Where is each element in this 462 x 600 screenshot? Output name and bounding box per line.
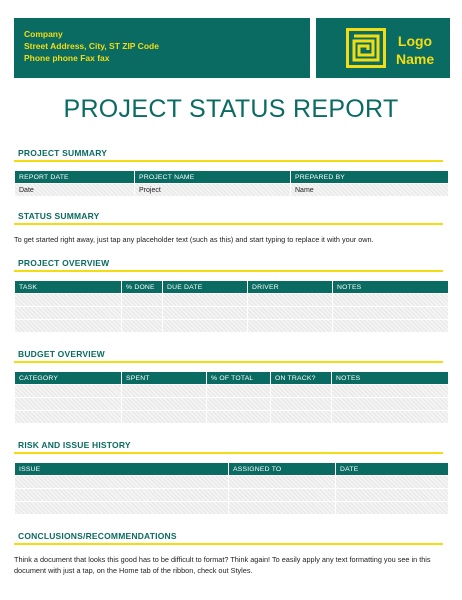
section-rule	[14, 543, 443, 545]
column-header: % OF TOTAL	[207, 372, 270, 384]
status-summary-text[interactable]: To get started right away, just tap any placeholder text (such as this) and start typing to replace it with your own.	[14, 235, 374, 244]
table-row	[15, 307, 448, 319]
table-cell[interactable]	[229, 502, 335, 514]
budget-overview-table	[14, 371, 449, 424]
table-cell[interactable]	[332, 385, 448, 397]
table-row	[15, 411, 448, 423]
table-cell[interactable]	[122, 398, 206, 410]
column-header: CATEGORY	[15, 372, 121, 384]
table-row	[15, 385, 448, 397]
table-cell[interactable]	[229, 476, 335, 488]
table-row	[15, 489, 448, 501]
table-cell[interactable]	[333, 320, 448, 332]
table-cell[interactable]	[271, 411, 331, 423]
project-summary-table	[14, 170, 449, 197]
table-cell[interactable]	[15, 411, 121, 423]
table-cell[interactable]	[336, 476, 448, 488]
table-cell[interactable]	[229, 489, 335, 501]
column-header: ISSUE	[15, 463, 228, 475]
table-cell[interactable]	[332, 398, 448, 410]
column-header: DUE DATE	[163, 281, 247, 293]
table-cell[interactable]	[15, 385, 121, 397]
column-header: ASSIGNED TO	[229, 463, 335, 475]
column-header: TASK	[15, 281, 121, 293]
logo-text	[396, 32, 434, 68]
section-rule	[14, 160, 443, 162]
table-row	[15, 502, 448, 514]
table-cell[interactable]	[163, 307, 247, 319]
table-row	[15, 398, 448, 410]
column-header: ON TRACK?	[271, 372, 331, 384]
section-rule	[14, 361, 443, 363]
table-cell[interactable]	[271, 398, 331, 410]
company-header	[14, 18, 310, 78]
company-name[interactable]: Company	[24, 29, 63, 39]
section-rule	[14, 223, 443, 225]
risk-history-table	[14, 462, 449, 515]
conclusions-text[interactable]: Think a document that looks this good has to be difficult to format? Think again! To easily apply any text formatting you see in this document with just a tap, on the Home tab of the ribbon, check out Styles.	[14, 555, 431, 575]
table-cell-project[interactable]: Project	[135, 184, 290, 196]
table-cell[interactable]	[15, 294, 121, 306]
column-header: NOTES	[333, 281, 448, 293]
table-cell[interactable]	[333, 294, 448, 306]
column-header: PROJECT NAME	[135, 171, 290, 183]
table-cell[interactable]	[15, 502, 228, 514]
table-cell[interactable]	[122, 294, 162, 306]
table-row	[15, 476, 448, 488]
table-cell[interactable]	[122, 411, 206, 423]
company-address[interactable]: Street Address, City, ST ZIP Code	[24, 41, 159, 51]
table-cell[interactable]	[336, 489, 448, 501]
table-cell[interactable]	[15, 320, 121, 332]
section-heading-project-overview[interactable]: PROJECT OVERVIEW	[18, 258, 110, 268]
table-row	[15, 294, 448, 306]
logo-line1: Logo	[397, 33, 433, 49]
table-header-row	[15, 463, 448, 475]
table-cell[interactable]	[271, 385, 331, 397]
table-cell[interactable]	[333, 307, 448, 319]
maze-icon	[346, 28, 386, 68]
table-row	[15, 184, 448, 196]
column-header: PREPARED BY	[291, 171, 448, 183]
table-cell[interactable]	[207, 385, 270, 397]
table-cell[interactable]	[122, 307, 162, 319]
table-cell[interactable]	[122, 320, 162, 332]
table-cell[interactable]	[15, 398, 121, 410]
column-header: REPORT DATE	[15, 171, 134, 183]
table-cell[interactable]	[248, 320, 332, 332]
project-overview-table	[14, 280, 449, 333]
section-rule	[14, 452, 443, 454]
logo-line2: Name	[396, 51, 435, 67]
table-header-row	[15, 281, 448, 293]
section-heading-status-summary[interactable]: STATUS SUMMARY	[18, 211, 100, 221]
section-heading-budget-overview[interactable]: BUDGET OVERVIEW	[18, 349, 105, 359]
table-cell[interactable]	[163, 294, 247, 306]
company-phone-fax[interactable]: Phone phone Fax fax	[24, 53, 110, 63]
table-cell[interactable]	[163, 320, 247, 332]
table-cell[interactable]	[248, 307, 332, 319]
table-cell[interactable]	[15, 307, 121, 319]
page-title[interactable]: PROJECT STATUS REPORT	[63, 95, 399, 123]
table-row	[15, 320, 448, 332]
table-cell[interactable]	[332, 411, 448, 423]
section-heading-project-summary[interactable]: PROJECT SUMMARY	[18, 148, 108, 158]
column-header: DRIVER	[248, 281, 332, 293]
section-rule	[14, 270, 443, 272]
table-cell-date[interactable]: Date	[15, 184, 134, 196]
table-header-row	[15, 372, 448, 384]
table-cell[interactable]	[336, 502, 448, 514]
column-header: % DONE	[122, 281, 162, 293]
table-cell[interactable]	[15, 476, 228, 488]
logo-block[interactable]	[316, 18, 450, 78]
table-cell[interactable]	[207, 398, 270, 410]
table-cell-name[interactable]: Name	[291, 184, 448, 196]
table-cell[interactable]	[248, 294, 332, 306]
column-header: SPENT	[122, 372, 206, 384]
section-heading-conclusions[interactable]: CONCLUSIONS/RECOMMENDATIONS	[18, 531, 177, 541]
table-cell[interactable]	[122, 385, 206, 397]
table-cell[interactable]	[15, 489, 228, 501]
section-heading-risk-history[interactable]: RISK AND ISSUE HISTORY	[18, 440, 131, 450]
column-header: NOTES	[332, 372, 448, 384]
table-header-row	[15, 171, 448, 183]
table-cell[interactable]	[207, 411, 270, 423]
column-header: DATE	[336, 463, 448, 475]
